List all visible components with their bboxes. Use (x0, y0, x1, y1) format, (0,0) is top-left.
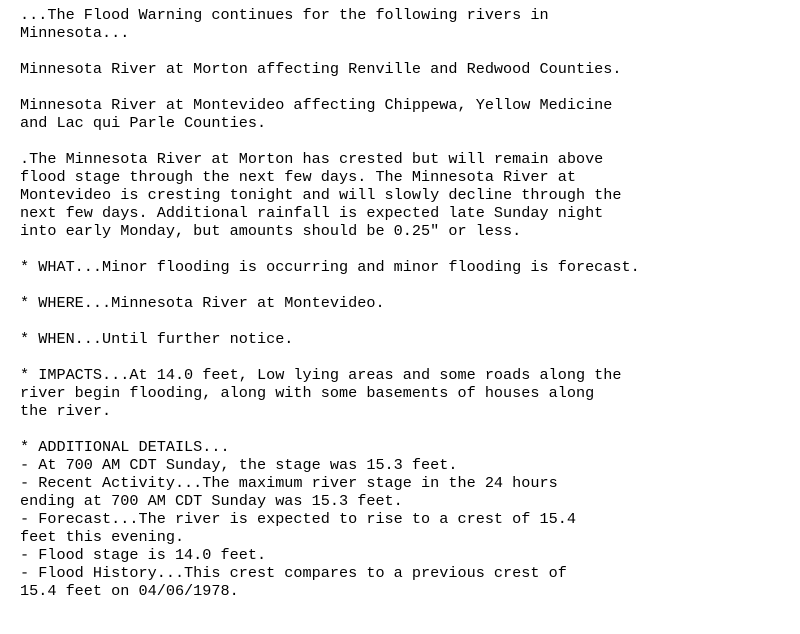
text-line: Minnesota River at Montevideo affecting Chippewa, Yellow Medicine (20, 96, 613, 114)
text-line: and Lac qui Parle Counties. (20, 114, 267, 132)
text-line: flood stage through the next few days. The Minnesota River at (20, 168, 576, 186)
text-line: feet this evening. (20, 528, 185, 546)
text-line: - Recent Activity...The maximum river stage in the 24 hours (20, 474, 558, 492)
text-line: - Flood stage is 14.0 feet. (20, 546, 267, 564)
text-line: * IMPACTS...At 14.0 feet, Low lying areas and some roads along the (20, 366, 622, 384)
text-line: Montevideo is cresting tonight and will slowly decline through the (20, 186, 622, 204)
text-line: .The Minnesota River at Morton has crested but will remain above (20, 150, 604, 168)
text-line: - Forecast...The river is expected to rise to a crest of 15.4 (20, 510, 576, 528)
text-line: into early Monday, but amounts should be 0.25" or less. (20, 222, 522, 240)
text-line (20, 276, 640, 294)
text-line (20, 240, 640, 258)
text-line: next few days. Additional rainfall is expected late Sunday night (20, 204, 604, 222)
text-line (20, 312, 640, 330)
text-line: ...The Flood Warning continues for the following rivers in (20, 6, 549, 24)
flood-warning-text (20, 6, 640, 600)
text-line: * WHERE...Minnesota River at Montevideo. (20, 294, 385, 312)
text-line (20, 420, 640, 438)
text-line (20, 42, 640, 60)
text-line: the river. (20, 402, 112, 420)
text-line: * ADDITIONAL DETAILS... (20, 438, 230, 456)
text-line (20, 348, 640, 366)
text-line (20, 132, 640, 150)
text-line: ending at 700 AM CDT Sunday was 15.3 feet. (20, 492, 403, 510)
text-line: river begin flooding, along with some basements of houses along (20, 384, 595, 402)
text-line: - At 700 AM CDT Sunday, the stage was 15.3 feet. (20, 456, 458, 474)
text-line: Minnesota River at Morton affecting Renville and Redwood Counties. (20, 60, 622, 78)
text-line: Minnesota... (20, 24, 130, 42)
text-line: - Flood History...This crest compares to a previous crest of (20, 564, 567, 582)
text-line: 15.4 feet on 04/06/1978. (20, 582, 239, 600)
text-line: * WHAT...Minor flooding is occurring and minor flooding is forecast. (20, 258, 640, 276)
text-line (20, 78, 640, 96)
text-line: * WHEN...Until further notice. (20, 330, 294, 348)
